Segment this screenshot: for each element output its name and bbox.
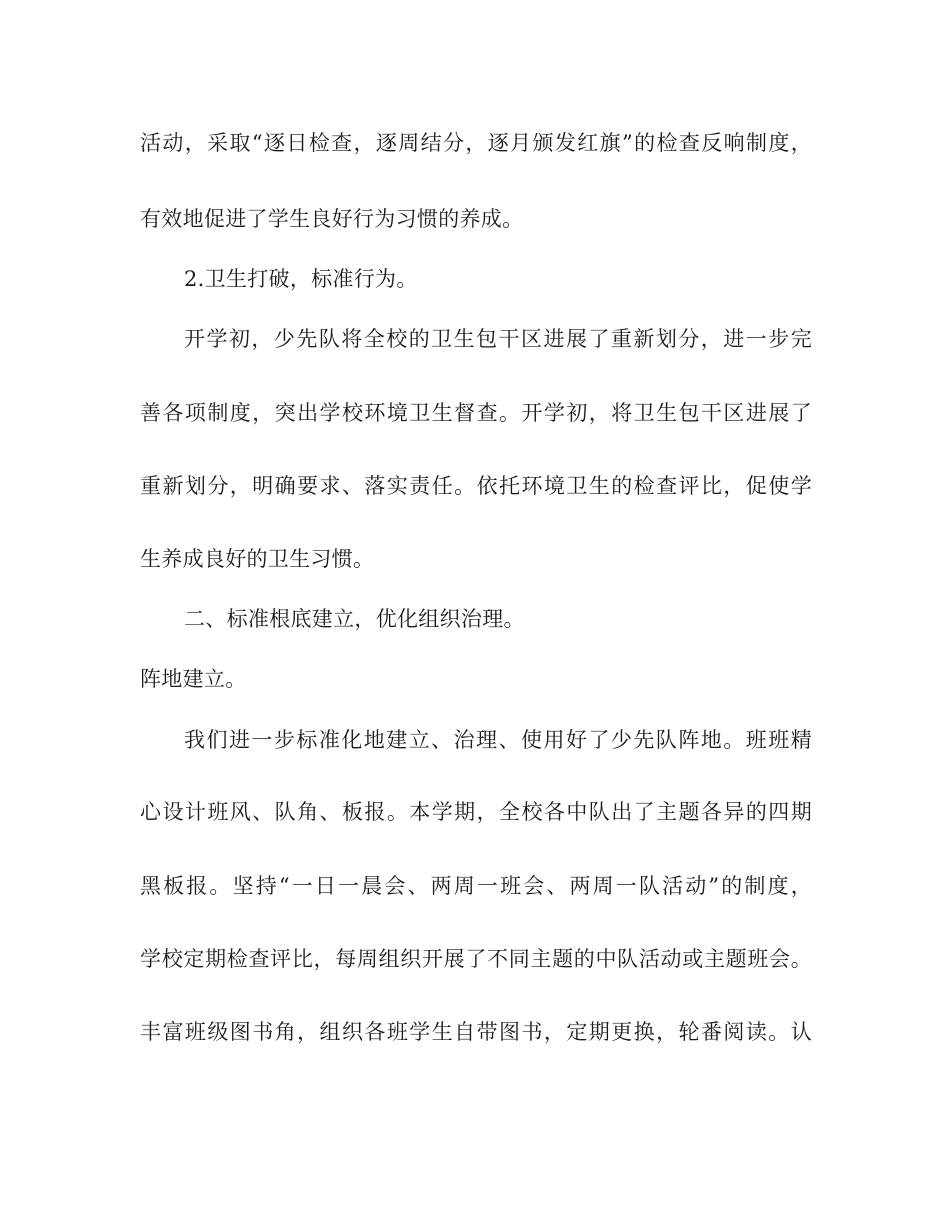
text-line: 生养成良好的卫生习惯。 — [140, 547, 375, 571]
text-line: 心设计班风、队角、板报。本学期，全校各中队出了主题各异的四期 — [140, 800, 812, 824]
text-line: 阵地建立。 — [140, 667, 247, 691]
text-line: 丰富班级图书角，组织各班学生自带图书，定期更换，轮番阅读。认 — [140, 1020, 812, 1044]
text-line: 2.卫生打破，标准行为。 — [184, 267, 418, 291]
text-line: 学校定期检查评比，每周组织开展了不同主题的中队活动或主题班会。 — [140, 947, 812, 971]
text-line: 黑板报。坚持“一日一晨会、两周一班会、两周一队活动”的制度， — [140, 874, 812, 898]
text-line: 开学初，少先队将全校的卫生包干区进展了重新划分，进一步完 — [184, 327, 812, 351]
text-line: 活动，采取“逐日检查，逐周结分，逐月颁发红旗”的检查反响制度， — [140, 131, 812, 155]
text-line: 重新划分，明确要求、落实责任。依托环境卫生的检查评比，促使学 — [140, 474, 812, 498]
text-line: 我们进一步标准化地建立、治理、使用好了少先队阵地。班班精 — [184, 728, 812, 752]
section-heading: 二、标准根底建立，优化组织治理。 — [184, 607, 525, 631]
text-line: 善各项制度，突出学校环境卫生督查。开学初，将卫生包干区进展了 — [140, 401, 812, 425]
text-line: 有效地促进了学生良好行为习惯的养成。 — [140, 207, 524, 231]
